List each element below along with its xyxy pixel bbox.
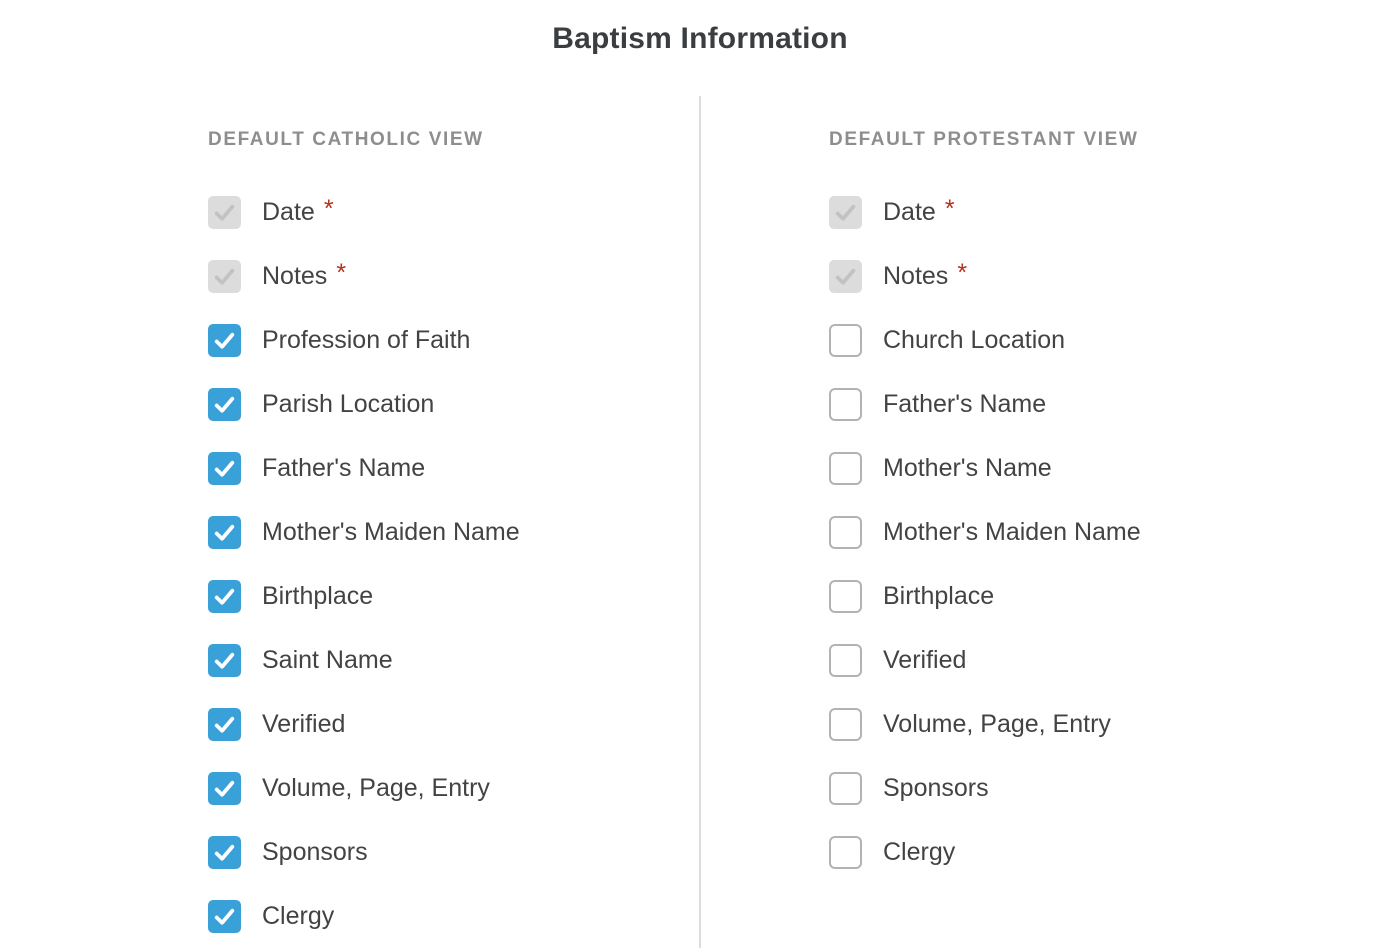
catholic-view-header: DEFAULT CATHOLIC VIEW	[208, 129, 484, 150]
checkbox-row-verified[interactable]	[208, 708, 699, 741]
checkmark-icon	[212, 776, 237, 801]
checkmark-icon	[212, 904, 237, 929]
checkmark-icon	[833, 200, 858, 225]
checkbox-checked-verified[interactable]	[208, 708, 241, 741]
checkbox-label: Sponsors	[883, 774, 989, 802]
checkmark-icon	[212, 328, 237, 353]
checkbox-checked-sponsors[interactable]	[208, 836, 241, 869]
checkbox-unchecked-mother-s-maiden-name[interactable]	[829, 516, 862, 549]
checkbox-row-date	[208, 196, 699, 229]
checkbox-label: Birthplace	[883, 582, 995, 610]
checkbox-unchecked-mother-s-name[interactable]	[829, 452, 862, 485]
checkbox-row-verified[interactable]	[829, 644, 1400, 677]
checkbox-unchecked-clergy[interactable]	[829, 836, 862, 869]
checkbox-unchecked-verified[interactable]	[829, 644, 862, 677]
catholic-view-column	[0, 96, 699, 948]
checkbox-label: Date	[262, 198, 315, 226]
checkmark-icon	[212, 392, 237, 417]
required-asterisk: *	[957, 259, 968, 287]
checkbox-checked-notes	[208, 260, 241, 293]
checkbox-label: Notes	[262, 262, 328, 290]
baptism-information-settings-page	[0, 22, 1400, 952]
checkbox-label: Birthplace	[262, 582, 374, 610]
checkbox-label: Sponsors	[262, 838, 368, 866]
view-columns	[0, 96, 1400, 948]
checkbox-unchecked-volume-page-entry[interactable]	[829, 708, 862, 741]
checkmark-icon	[212, 584, 237, 609]
checkbox-row-birthplace[interactable]	[208, 580, 699, 613]
checkbox-label: Father's Name	[883, 390, 1047, 418]
checkbox-row-sponsors[interactable]	[829, 772, 1400, 805]
checkmark-icon	[212, 456, 237, 481]
checkbox-checked-profession-of-faith[interactable]	[208, 324, 241, 357]
checkmark-icon	[212, 840, 237, 865]
checkbox-label: Church Location	[883, 326, 1066, 354]
checkbox-row-profession-of-faith[interactable]	[208, 324, 699, 357]
checkbox-label: Verified	[883, 646, 967, 674]
page-title: Baptism Information	[552, 22, 848, 55]
checkbox-checked-father-s-name[interactable]	[208, 452, 241, 485]
required-asterisk: *	[944, 195, 955, 223]
checkbox-row-father-s-name[interactable]	[208, 452, 699, 485]
checkbox-unchecked-father-s-name[interactable]	[829, 388, 862, 421]
catholic-checkbox-list	[208, 196, 699, 933]
checkbox-row-mother-s-maiden-name[interactable]	[829, 516, 1400, 549]
checkbox-label: Mother's Maiden Name	[262, 518, 520, 546]
checkbox-checked-birthplace[interactable]	[208, 580, 241, 613]
checkmark-icon	[212, 264, 237, 289]
checkbox-unchecked-sponsors[interactable]	[829, 772, 862, 805]
checkbox-checked-date	[208, 196, 241, 229]
checkbox-checked-mother-s-maiden-name[interactable]	[208, 516, 241, 549]
checkbox-row-notes	[208, 260, 699, 293]
checkbox-label: Saint Name	[262, 646, 393, 674]
checkbox-checked-date	[829, 196, 862, 229]
checkbox-row-clergy[interactable]	[829, 836, 1400, 869]
checkbox-label: Verified	[262, 710, 346, 738]
checkbox-label: Mother's Name	[883, 454, 1052, 482]
checkmark-icon	[833, 264, 858, 289]
checkbox-row-volume-page-entry[interactable]	[208, 772, 699, 805]
checkbox-row-clergy[interactable]	[208, 900, 699, 933]
checkbox-row-parish-location[interactable]	[208, 388, 699, 421]
checkbox-checked-clergy[interactable]	[208, 900, 241, 933]
protestant-checkbox-list	[829, 196, 1400, 869]
checkbox-checked-volume-page-entry[interactable]	[208, 772, 241, 805]
checkbox-row-mother-s-maiden-name[interactable]	[208, 516, 699, 549]
checkbox-row-date	[829, 196, 1400, 229]
checkmark-icon	[212, 520, 237, 545]
checkbox-label: Clergy	[262, 902, 335, 930]
checkbox-row-father-s-name[interactable]	[829, 388, 1400, 421]
protestant-view-column	[701, 96, 1400, 948]
checkbox-row-sponsors[interactable]	[208, 836, 699, 869]
checkbox-label: Notes	[883, 262, 949, 290]
checkbox-row-church-location[interactable]	[829, 324, 1400, 357]
checkbox-row-notes	[829, 260, 1400, 293]
checkbox-label: Parish Location	[262, 390, 435, 418]
checkbox-row-saint-name[interactable]	[208, 644, 699, 677]
checkbox-label: Father's Name	[262, 454, 426, 482]
checkbox-row-volume-page-entry[interactable]	[829, 708, 1400, 741]
checkbox-label: Profession of Faith	[262, 326, 471, 354]
required-asterisk: *	[323, 195, 334, 223]
checkbox-checked-saint-name[interactable]	[208, 644, 241, 677]
checkbox-unchecked-church-location[interactable]	[829, 324, 862, 357]
checkbox-checked-parish-location[interactable]	[208, 388, 241, 421]
checkbox-label: Mother's Maiden Name	[883, 518, 1141, 546]
checkbox-unchecked-birthplace[interactable]	[829, 580, 862, 613]
checkmark-icon	[212, 712, 237, 737]
checkbox-label: Clergy	[883, 838, 956, 866]
checkbox-label: Volume, Page, Entry	[883, 710, 1111, 738]
checkbox-label: Date	[883, 198, 936, 226]
required-asterisk: *	[336, 259, 347, 287]
checkmark-icon	[212, 648, 237, 673]
checkbox-label: Volume, Page, Entry	[262, 774, 490, 802]
checkmark-icon	[212, 200, 237, 225]
checkbox-row-birthplace[interactable]	[829, 580, 1400, 613]
checkbox-checked-notes	[829, 260, 862, 293]
checkbox-row-mother-s-name[interactable]	[829, 452, 1400, 485]
protestant-view-header: DEFAULT PROTESTANT VIEW	[829, 129, 1139, 150]
